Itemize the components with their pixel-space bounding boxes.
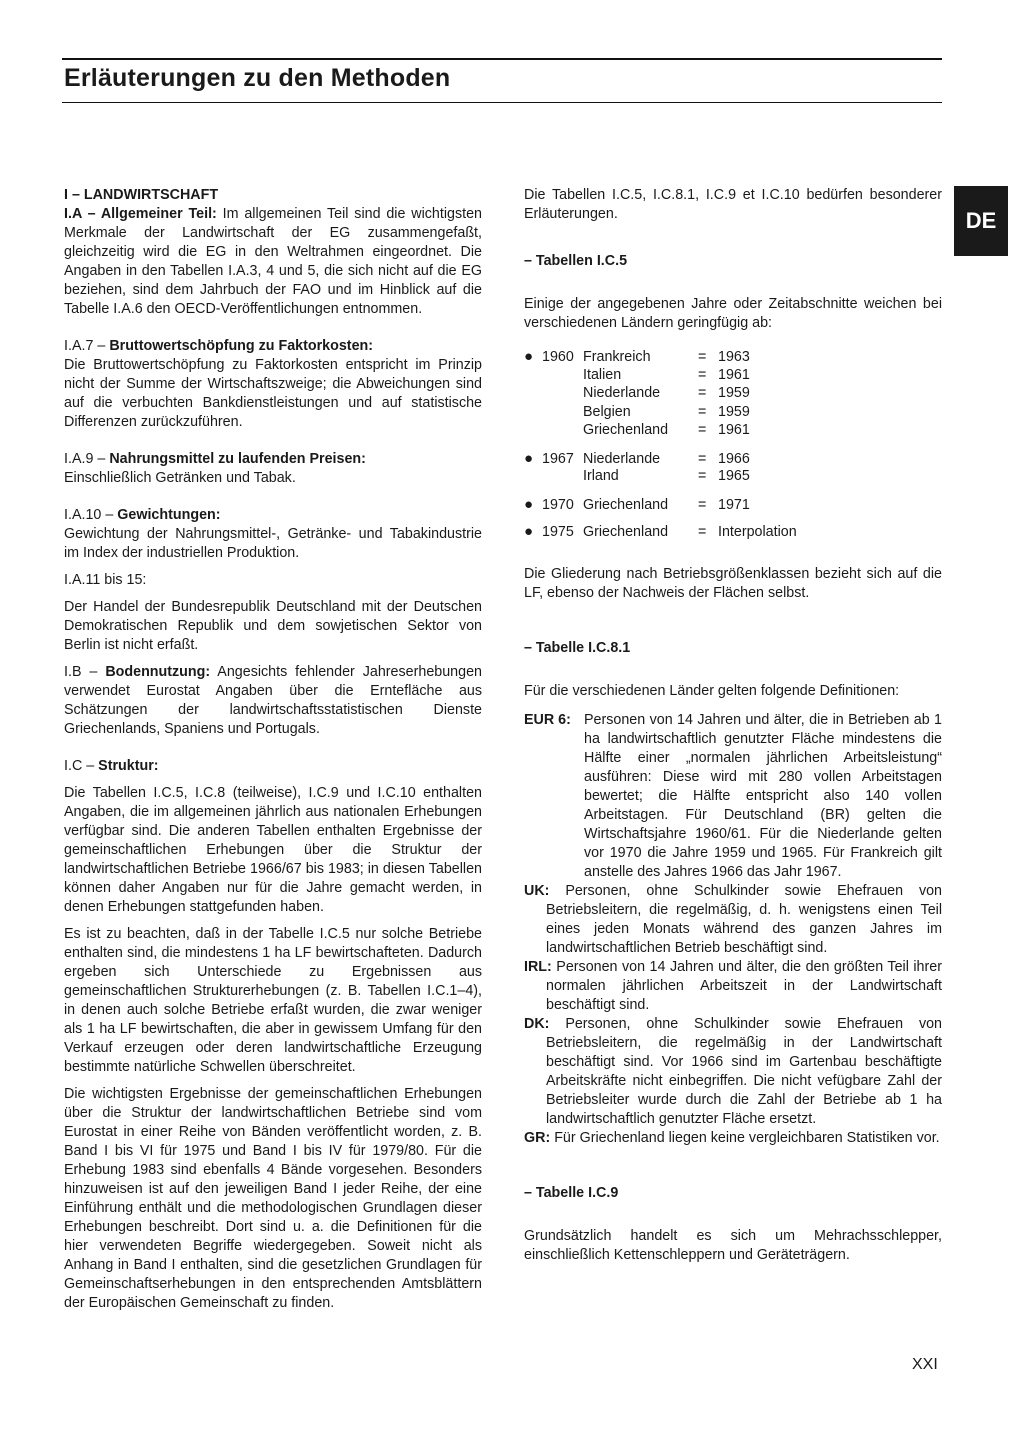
bullet-icon: ● (524, 449, 534, 467)
ic-paragraph-3: Die wichtigsten Ergebnisse der gemeinschaftlichen Erhebungen über die Struktur der landwirtschaftlichen Betriebe sind vom Eurostat in einer Reihe von Bänden veröffentlicht worden, z. B. Band I bis VI für 1975 und Band I bis IV für 1979/80. Für die Erhebung 1983 sind ebenfalls 4 Bände vorgesehen. Besonders hinzuweisen ist auf den jeweiligen Band I jeder Reihe, der eine Einführung enthält und die methodologischen Grundlagen dieser Erhebungen beschreibt. Dort sind u. a. die Definitionen für die hier verwendeten Begriffe wiedergegeben. Soweit nicht als Anhang in Band I enthalten, sind die gesetzlichen Grundlagen für Gemeinschaftserhebungen in den entsprechenden Amtsblättern der Europäischen Gemeinschaft zu finden. (64, 1086, 482, 1311)
page-number: XXI (912, 1356, 938, 1373)
ia9-prefix: I.A.9 – (64, 451, 110, 467)
ic-heading (64, 757, 482, 776)
paragraph-ia (64, 205, 482, 319)
definition-irl (524, 958, 942, 1015)
definition-uk (524, 882, 942, 958)
definition-text: Personen, ohne Schulkinder sowie Ehefrauen von Betriebsleitern, die regelmäßig, d. h. wenigstens einen Teil eines jeden Monats während des ganzen Jahres im landwirtschaftlichen Betrieb beschäftigt sind. (546, 882, 942, 956)
definition-code: EUR 6: (524, 711, 571, 728)
ia10-label: Gewichtungen: (117, 507, 221, 523)
ia9-heading (64, 450, 482, 469)
year-group (524, 347, 942, 440)
table-row (524, 384, 942, 403)
value-cell: 1966 (718, 450, 750, 467)
definition-text: Personen von 14 Jahren und älter, die in Betrieben ab 1 ha landwirtschaftlich genutzter Fläche mindestens die Hälfte einer „normalen jährlichen Arbeitsleistung“ ausführen: Diese wird mit 280 vollen Arbeitstagen bewertet; die Hälfte entspricht also 140 vollen Arbeitstagen. Für Deutschland (BR) gelten die Wirtschaftsjahre 1960/61. Für die Niederlande gelten vor 1970 die Jahre 1959 und 1965. Für Frankreich gilt anstelle des Jahres 1966 das Jahr 1967. (584, 711, 942, 880)
c81-heading: – Tabelle I.C.8.1 (524, 639, 631, 656)
c5-footer: Die Gliederung nach Betriebsgrößenklassen bezieht sich auf die LF, ebenso der Nachweis der Flächen selbst. (524, 565, 942, 601)
value-cell: 1963 (718, 349, 750, 365)
table-row (524, 366, 942, 385)
ia7-label: Bruttowertschöpfung zu Faktorkosten: (109, 338, 374, 354)
c5-text: Einige der angegebenen Jahre oder Zeitabschnitte weichen bei verschiedenen Ländern geringfügig ab: (524, 296, 942, 331)
c9-heading: – Tabelle I.C.9 (524, 1184, 619, 1201)
value-cell: 1961 (718, 422, 750, 438)
right-intro: Die Tabellen I.C.5, I.C.8.1, I.C.9 et I.C.10 bedürfen besonderer Erläuterungen. (524, 187, 942, 222)
country-cell: Frankreich (583, 349, 651, 365)
bullet-icon: ● (524, 523, 534, 540)
country-cell: Niederlande (583, 385, 661, 401)
right-column (524, 186, 942, 1265)
ia-text: Im allgemeinen Teil sind die wichtigsten Merkmale der Landwirtschaft der EG zusammengefaßt, gleichzeitig wird die EG in den Weltrahmen eingeordnet. Die Angaben in den Tabellen I.A.3, 4 und 5, die sich nicht auf die EG beziehen, sind dem Jahrbuch der FAO und im Hinblick auf die Tabelle I.A.6 den OECD-Veröffentlichungen entnommen. (64, 206, 482, 317)
ic-paragraph-1: Die Tabellen I.C.5, I.C.8 (teilweise), I.C.9 und I.C.10 enthalten Angaben, die im allgemeinen jährlich aus nationalen Erhebungen verfügbar sind. Die anderen Tabellen enthalten Ergebnisse der gemeinschaftlichen Erhebungen über die Struktur der landwirtschaftlichen Betriebe 1966/67 bis 1983; in diesen Tabellen können daher Angaben nur für die Jahre gemacht werden, in denen Erhebungen stattgefunden haben. (64, 785, 482, 915)
ia10-text: Gewichtung der Nahrungsmittel-, Getränke- und Tabakindustrie im Index der industriellen Produktion. (64, 526, 482, 561)
year-country-table (524, 347, 942, 541)
header-top-rule (62, 58, 942, 60)
table-row (524, 522, 942, 541)
ia7-text: Die Bruttowertschöpfung zu Faktorkosten entspricht im Prinzip nicht der Summe der Wirtschaftszweige; die Abweichungen sind auf die verbuchten Bankdienstleistungen und auf statistische Differenzen zurückzuführen. (64, 357, 482, 430)
year-cell: 1970 (542, 496, 574, 513)
definition-code: IRL: (524, 958, 552, 975)
value-cell: 1959 (718, 385, 750, 401)
ia10-prefix: I.A.10 – (64, 507, 118, 523)
equals-cell: = (698, 403, 707, 420)
c5-heading: – Tabellen I.C.5 (524, 253, 628, 269)
definition-code: GR: (524, 1129, 551, 1146)
definition-text: Personen, ohne Schulkinder sowie Ehefrauen von Betriebsleitern, die regelmäßig in der Landwirtschaft beschäftigt sind. Vor 1966 sind im Gartenbau beschäftigte Arbeitskräfte nicht einbegriffen. Die nicht vefügbare Zahl der Betriebsleiter wurde durch die Zahl der Betriebe ab 1 ha landwirtschaftlich genutzter Fläche ersetzt. (546, 1015, 942, 1127)
equals-cell: = (698, 450, 707, 467)
definition-text: Personen von 14 Jahren und älter, die den größten Teil ihrer normalen jährlichen Arbeitszeit in der Landwirtschaft beschäftigt sind. (546, 958, 942, 1013)
ia10-heading (64, 506, 482, 525)
equals-cell: = (698, 468, 707, 484)
year-cell: 1967 (542, 450, 574, 467)
ia9-label: Nahrungsmittel zu laufenden Preisen: (109, 451, 366, 467)
equals-cell: = (698, 385, 707, 401)
left-column (64, 186, 482, 1313)
definition-code: UK: (524, 882, 550, 899)
bullet-icon: ● (524, 495, 534, 513)
ia7-heading (64, 337, 482, 356)
table-row (524, 467, 942, 486)
country-cell: Irland (583, 468, 619, 484)
bullet-icon: ● (524, 348, 534, 365)
c9-text: Grundsätzlich handelt es sich um Mehrachsschlepper, einschließlich Kettenschleppern und Geräteträgern. (524, 1227, 942, 1263)
value-cell: 1961 (718, 366, 750, 383)
equals-cell: = (698, 366, 707, 383)
year-group (524, 449, 942, 486)
equals-cell: = (698, 349, 707, 365)
ib-text: Angesichts fehlender Jahreserhebungen verwendet Eurostat Angaben über die Erntefläche aus Schätzungen der landwirtschaftsstatistischen Dienste Griechenlands, Spaniens und Portugals. (64, 664, 482, 737)
definition-text: Für Griechenland liegen keine vergleichbaren Statistiken vor. (554, 1129, 940, 1146)
equals-cell: = (698, 422, 707, 438)
table-row (524, 347, 942, 366)
value-cell: 1971 (718, 496, 750, 513)
table-row (524, 449, 942, 468)
value-cell: Interpolation (718, 524, 797, 540)
country-cell: Italien (583, 366, 622, 383)
year-group (524, 522, 942, 541)
year-cell: 1975 (542, 524, 574, 540)
c81-text: Für die verschiedenen Länder gelten folgende Definitionen: (524, 682, 900, 699)
year-cell: 1960 (542, 349, 574, 365)
ib-label: Bodennutzung: (105, 664, 211, 680)
ia9-text: Einschließlich Getränken und Tabak. (64, 470, 296, 486)
ia-label: I.A – Allgemeiner Teil: (64, 206, 217, 222)
paragraph-ib (64, 663, 482, 739)
ic-label: Struktur: (98, 758, 159, 774)
table-row (524, 421, 942, 440)
country-cell: Niederlande (583, 450, 661, 467)
country-cell: Griechenland (583, 422, 669, 438)
definition-eur6 (524, 711, 942, 882)
table-row (524, 495, 942, 514)
definition-dk (524, 1015, 942, 1129)
definition-code: DK: (524, 1015, 550, 1032)
ic-prefix: I.C – (64, 758, 99, 774)
section-title: I – LANDWIRTSCHAFT (64, 187, 219, 203)
page-title: Erläuterungen zu den Methoden (64, 64, 451, 92)
ia7-prefix: I.A.7 – (64, 338, 110, 354)
definition-list (524, 711, 942, 1148)
equals-cell: = (698, 496, 707, 513)
table-row (524, 403, 942, 422)
definition-gr (524, 1129, 942, 1148)
country-cell: Belgien (583, 403, 631, 420)
ia11-heading: I.A.11 bis 15: (64, 572, 147, 588)
language-tab: DE (954, 186, 1008, 256)
country-cell: Griechenland (583, 524, 669, 540)
ic-paragraph-2: Es ist zu beachten, daß in der Tabelle I.C.5 nur solche Betriebe enthalten sind, die mindestens 1 ha LF bewirtschafteten. Dadurch ergeben sich Unterschiede zu Ergebnissen aus gemeinschaftlichen Strukturerhebungen (z. B. Tabellen I.C.1–4), in denen auch solche Betriebe erfaßt wurden, die zwar weniger als 1 ha LF bewirtschaften, die aber in gewissem Umfang für den Verkauf erzeugen oder deren landwirtschaftliche Erzeugung bestimmte natürliche Schwellen überschreitet. (64, 926, 482, 1075)
value-cell: 1959 (718, 403, 750, 420)
value-cell: 1965 (718, 468, 750, 484)
header-bottom-rule (62, 102, 942, 103)
country-cell: Griechenland (583, 496, 669, 513)
ib-prefix: I.B – (64, 664, 106, 680)
year-group (524, 495, 942, 514)
equals-cell: = (698, 524, 707, 540)
ia11-text: Der Handel der Bundesrepublik Deutschland mit der Deutschen Demokratischen Republik und dem sowjetischen Sektor von Berlin ist nicht erfaßt. (64, 599, 482, 653)
